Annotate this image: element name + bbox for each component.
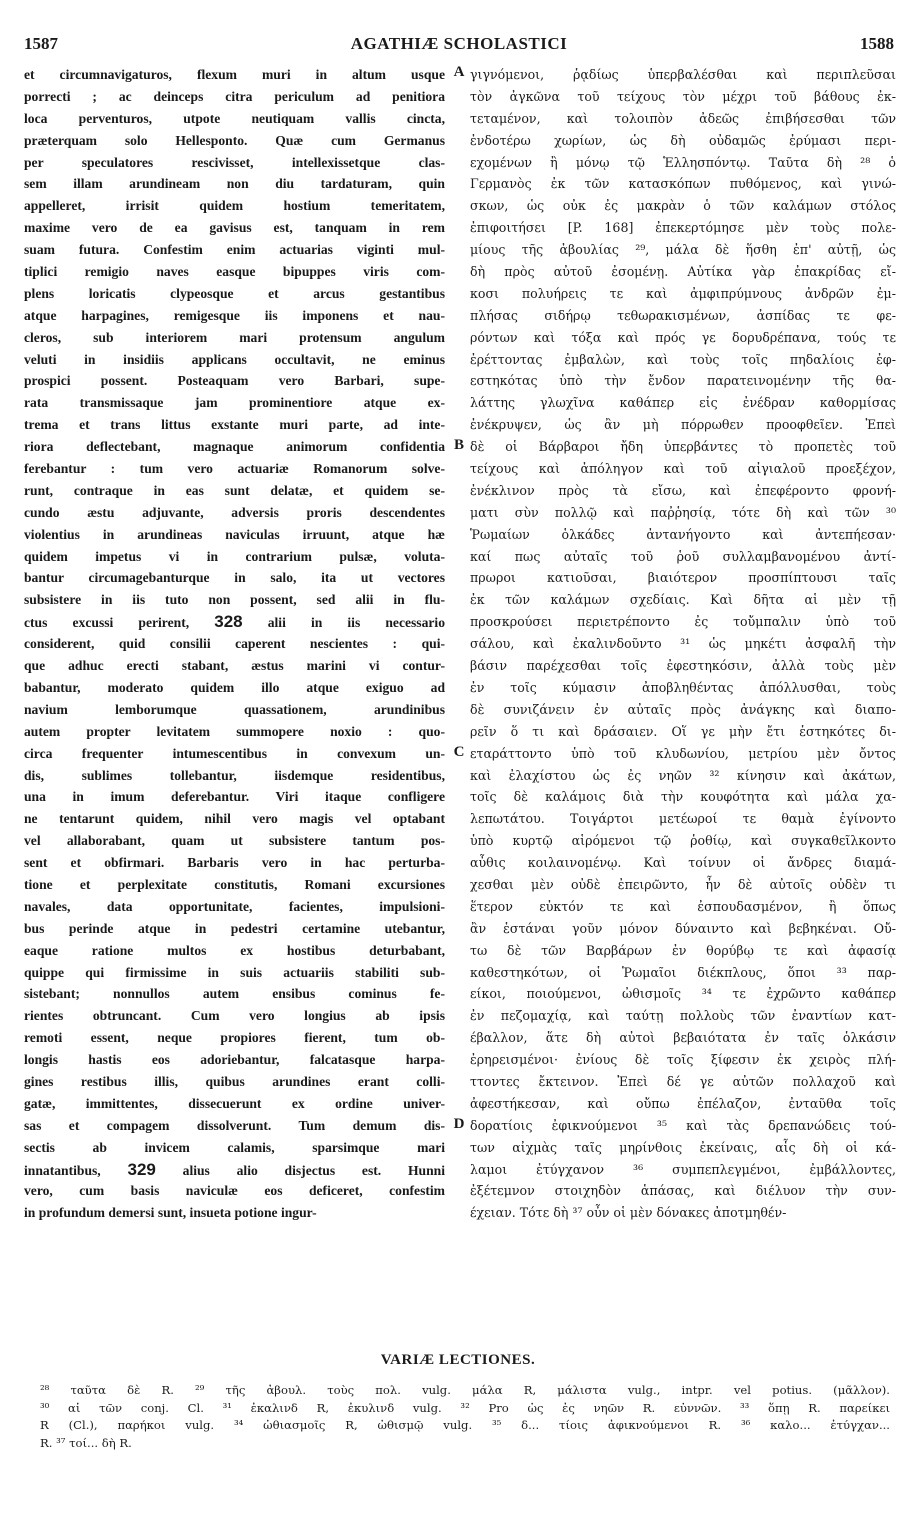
latin-line: cundo æstu adjuvante, adversis proris descendentes <box>24 504 445 520</box>
latin-line: trema et trans littus exstante muri parte, ad inte- <box>24 417 445 433</box>
latin-line: tiplici remigio naves easque bipuppes viris com- <box>24 264 445 280</box>
greek-line: γιγνόμενοι, ῥᾳδίως ὑπερβαλέσθαι καὶ περιπλεῦσαι <box>470 67 896 82</box>
latin-line-text: ctus excussi perirent, <box>24 615 190 631</box>
greek-line: Ῥωμαίων ὁλκάδες ἀντανήγοντο καὶ ἀντεπήεσαν· <box>470 526 896 542</box>
greek-line: τω δὲ τῶν Βαρβάρων ἐν θορύβῳ τε καὶ ἀφασίᾳ <box>470 942 896 958</box>
latin-line-text: alius alio disjectus est. Hunni <box>182 1162 445 1178</box>
greek-line: τοῖς δὲ καλάμοις διὰ τὴν κουφότητα καὶ μάλα χα- <box>470 789 896 805</box>
greek-line: λάττης γλωχῖνα καθάπερ εἰς ἐνέδραν καθορμίσας <box>470 395 896 411</box>
greek-line: των αἰχμὰς ταῖς μηρίνθοις ἐκείναις, αἷς δὴ οἱ κά- <box>470 1139 896 1155</box>
latin-line: rientes obtruncant. Cum vero longius ab ipsis <box>24 1008 445 1024</box>
greek-line: ἐρέττοντας ἐμβαλὼν, καὶ τοὺς τοῖς πηδαλίοις ἐφ- <box>470 351 896 367</box>
greek-line: ἐπιφοιτήσει [P. 168] ἐπεκερτόμησε μὲν τοὺς πολε- <box>470 220 896 236</box>
latin-line: prospici possent. Posteaquam vero Barbari, supe- <box>24 373 445 389</box>
latin-line: considerent, quid consilii caperent nescientes : qui- <box>24 636 445 652</box>
greek-line: δορατίοις ἐφικνούμενοι ³⁵ καὶ τὰς δρεπανώδεις τού- <box>470 1117 896 1133</box>
latin-line: subsistere in iis tuto non possent, sed alii in flu- <box>24 592 445 608</box>
greek-line: βάσιν παρέχεσθαι τοῖς ἐφεστηκόσιν, ἀλλὰ τοὺς μὲν <box>470 658 896 674</box>
latin-line: loca perventuros, utpote neutiquam vallis cincta, <box>24 110 445 126</box>
latin-line: sectis ab invicem calamis, sparsimque mari <box>24 1139 445 1155</box>
greek-line: λαμοι ἐτύγχανον ³⁶ συμπεπλεγμένοι, ἐμβάλλοντες, <box>470 1161 896 1177</box>
greek-line: πρωροι κατιοῦσαι, βιαιότερον προσπίπτουσι ταῖς <box>470 570 896 586</box>
greek-line: σάλου, καὶ ἐκαλινδοῦντο ³¹ ὡς μηκέτι ἀσφαλῆ τὴν <box>470 636 896 652</box>
running-title: AGATHIÆ SCHOLASTICI <box>350 34 568 53</box>
right-page-number: 1588 <box>860 34 894 53</box>
greek-line: ἐνέκρυψεν, ὡς ἂν μὴ πόρρωθεν προοφθεῖεν. Ἐπεὶ <box>470 417 896 433</box>
latin-line: una in imum deferebantur. Viri itaque confligere <box>24 789 445 805</box>
latin-line: remoti essent, neque propiores fierent, tum ob- <box>24 1030 445 1046</box>
greek-line: τὸν ἀγκῶνα τοῦ τείχους τὸν μέχρι τοῦ βάθους ἐκ- <box>470 88 896 104</box>
latin-line: sent et obfirmari. Barbaris vero in hac perturba- <box>24 855 445 871</box>
greek-line: ρεῖν ὅ τι καὶ δράσαιεν. Οἵ γε μὴν ἔτι ἑστηκότες δι- <box>470 723 896 739</box>
latin-line: vel allaborabant, quam ut subsistere tantum pos- <box>24 833 445 849</box>
latin-line: gatæ, immittentes, dissecuerunt ex ordine univer- <box>24 1095 445 1111</box>
greek-line: χεσθαι μὲν οὐδὲ ἐπειρῶντο, ἦν δὲ αὐτοῖς οὐδὲν τι <box>470 876 896 892</box>
latin-line: porrecti ; ac deinceps citra periculum ad penitiora <box>24 88 445 104</box>
greek-line: δὴ πρὸς αὐτοῦ ἐσομένῃ. Αὐτίκα γὰρ ἐπακρίδας εἴ- <box>470 264 896 280</box>
latin-line: atque harpagines, remigesque iis imponens et nau- <box>24 307 445 323</box>
greek-line: εχομένων ἢ μόνῳ τῷ Ἑλλησπόντῳ. Ταῦτα δὴ ²⁸ ὁ <box>470 154 896 170</box>
latin-line: navium lemborumque quassationem, arundinibus <box>24 701 445 717</box>
latin-line: babantur, moderato quidem illo atque exiguo ad <box>24 679 445 695</box>
latin-line: riora deflectebant, magnaque animorum confidentia <box>24 439 445 455</box>
greek-line: λεπωτάτου. Τοιγάρτοι μετέωροί τε θαμὰ ἐγίνοντο <box>470 811 896 827</box>
latin-line: plens loricatis clypeosque et arcus gestantibus <box>24 285 445 301</box>
latin-line: vero, cum basis naviculæ eos deficeret, confestim <box>24 1183 445 1199</box>
greek-line: κοσι πολυήρεις τε καὶ ἀμφιπρύμνους ἀνδρῶν ἐμ- <box>470 285 896 301</box>
greek-line: σκων, ὡς οὐκ ἐς μακρὰν ὁ τῶν καλάμων στόλος <box>470 198 896 214</box>
variant-line: ²⁸ ταῦτα δὲ R. ²⁹ τῆς ἀβουλ. τοὺς πολ. vulg. μάλα R, μάλιστα vulg., intpr. vel potius. (μᾶλλον). <box>40 1383 890 1397</box>
latin-line: runt, contraque in eas sunt delatæ, et quidem se- <box>24 482 445 498</box>
greek-line: εταράττοντο ὑπὸ τοῦ κλυδωνίου, μετρίου μὲν ὄντος <box>470 745 896 761</box>
latin-line: per speculatores rescivisset, intellexissetque clas- <box>24 154 445 170</box>
latin-line: præterquam solo Hellesponto. Quæ cum Germanus <box>24 132 445 148</box>
latin-line: bus perinde atque in pedestri certamine utebantur, <box>24 920 445 936</box>
latin-line: veluti in insidiis applicans occultavit, ne eminus <box>24 351 445 367</box>
latin-line: navales, data opportunitate, facientes, impulsioni- <box>24 898 445 914</box>
greek-line: πλήσας σιδήρῳ τεθωρακισμένων, ἀσπίδας τε φε- <box>470 307 896 323</box>
latin-line: et circumnavigaturos, flexum muri in altum usque <box>24 67 445 82</box>
greek-line: ἐξέτεμνον στοιχηδὸν ἁπάσας, καὶ διέλυον τὴν συν- <box>470 1183 896 1199</box>
latin-line: in profundum demersi sunt, insueta potione ingur- <box>24 1205 317 1221</box>
greek-line: έχειαν. Τότε δὴ ³⁷ οὖν οἱ μὲν δόνακες ἀποτμηθέν- <box>470 1205 787 1221</box>
greek-line: ἐρηρεισμένοι· ἐνίους δὲ τοῖς ξίφεσιν ἐκ χειρὸς πλή- <box>470 1052 896 1068</box>
variant-line: ³⁰ αἱ τῶν conj. Cl. ³¹ ἐκαλινδ R, ἐκυλινδ vulg. ³² Pro ὡς ἐς νηῶν R. εὐννῶν. ³³ ὅπῃ R. παρείκει <box>40 1400 890 1415</box>
greek-line: ἐνέκλινον πρὸς τὰ εἴσω, καὶ ἐπεφέροντο φρονή- <box>470 482 896 498</box>
greek-line: καί πως αὐταῖς τοῦ ῥοῦ συλλαμβανομένου ἀντί- <box>470 548 896 564</box>
greek-line: ματι σὺν πολλῷ καὶ παῤῥησίᾳ, τότε δὴ καὶ τῶν ³⁰ <box>470 504 896 520</box>
latin-line: appelleret, irrisit quidem hostium temeritatem, <box>24 198 445 214</box>
latin-line: autem propter levitatem summopere noxio : quo- <box>24 723 445 739</box>
greek-line: μίους τῆς ἀβουλίας ²⁹, μάλα δὲ ἥσθη ἐπ' αὐτῇ, ὡς <box>470 242 896 258</box>
latin-line: circa frequenter intumescentibus in convexum un- <box>24 745 445 761</box>
greek-line: ἕτερον εὐκτόν τε καὶ ἐσπουδασμένον, ἢ ὅπως <box>470 898 896 914</box>
variant-line: R. ³⁷ τοί... δὴ R. <box>40 1435 132 1450</box>
latin-line: ne tentarunt quidem, nihil vero magis vel optabant <box>24 811 445 827</box>
greek-line: τεταμένον, καὶ τολοιπὸν ἀδεῶς ἐπιβήσεσθαι τῶν <box>470 110 896 126</box>
latin-line: quippe qui firmissime in suis actuariis stabiliti sub- <box>24 964 445 980</box>
latin-line: eaque ratione multos ex hostibus deturbabant, <box>24 942 445 958</box>
latin-line-text: innatantibus, <box>24 1162 101 1178</box>
variant-line: R (Cl.), παρήκοι vulg. ³⁴ ὠθιασμοῖς R, ὠθισμῷ vulg. ³⁵ δ... τίοις ἀφικνούμενοι R. ³⁶ καλο... ἐτύγχαν... <box>40 1418 890 1432</box>
latin-line: suam futura. Confestim enim actuarias viginti mul- <box>24 242 445 258</box>
greek-line: τείχους καὶ ἀπόληγον καὶ τοῦ αἰγιαλοῦ προεξέχον, <box>470 461 896 477</box>
latin-line <box>24 1159 445 1181</box>
greek-line: ἐν τοῖς κύμασιν ἀποβληθέντας ἀπόλλυσθαι, τοὺς <box>470 679 896 695</box>
running-head <box>24 34 894 58</box>
page-mark-328: 328 <box>214 612 243 632</box>
latin-line: que adhuc erecti stabant, æstus marini vi contur- <box>24 658 445 674</box>
greek-line: ρόντων καὶ τόξα καὶ πρός γε δορυδρέπανα, τούς τε <box>470 329 896 345</box>
latin-column <box>24 64 445 1224</box>
greek-line: ὑπὸ κυρτῷ αἱρόμενοι τῷ ῥοθίῳ, καὶ συγκαθεῖλκοντο <box>470 833 896 849</box>
greek-line: ἐκ τῶν καλάμων σχεδίαις. Καὶ δῆτα αἱ μὲν τῇ <box>470 592 896 608</box>
latin-line: maxime vero de ea gavisus est, tanquam in rem <box>24 220 445 236</box>
latin-line: ferebantur : tum vero actuariæ Romanorum solve- <box>24 461 445 477</box>
greek-line: δὲ οἱ Βάρβαροι ἤδη ὑπερβάντες τὸ προπετὲς τοῦ <box>470 439 896 455</box>
greek-line: Γερμανὸς ἐκ τῶν κατασκόπων πυθόμενος, καὶ γινώ- <box>470 176 896 192</box>
greek-line: εστηκότας ὑπὸ τὴν ἔνδον παρατεινομένην τῆς θα- <box>470 373 896 389</box>
margin-marker-a: A <box>453 64 465 80</box>
latin-line: sem illam arundineam non diu tardaturam, quin <box>24 176 445 192</box>
latin-line: tione et perplexitate constitutis, Romani excursiones <box>24 876 445 892</box>
latin-line: rata transmissaque jam prominentiore atque ex- <box>24 395 445 411</box>
latin-line: sistebant; nonnullos autem ensibus cominus fe- <box>24 986 445 1002</box>
latin-line: dis, sublimes tollebantur, iisdemque residentibus, <box>24 767 445 783</box>
latin-line: gines restibus illis, quibus arundines erant colli- <box>24 1073 445 1089</box>
greek-line: ἐν πεζομαχίᾳ, καὶ ταύτῃ πολλοὺς τῶν ἐναντίων κατ- <box>470 1008 896 1024</box>
latin-line: bantur circumagebanturque in salo, ita ut vectores <box>24 570 445 586</box>
greek-line: αὖθις κοιλαινομένῳ. Καὶ τοίνυν οἱ ἄνδρες διαμά- <box>470 855 896 871</box>
greek-line: ἀφεστήκεσαν, καὶ οὔπω ἐπέλαζον, ἐνταῦθα τοῖς <box>470 1095 896 1111</box>
margin-marker-c: C <box>453 744 465 760</box>
latin-line: violentius in arundineas naviculas irruunt, atque hæ <box>24 526 445 542</box>
latin-line: quidem impetus vi in contrarium pulsæ, voluta- <box>24 548 445 564</box>
greek-line: δὲ συνιζάνειν ἐν αὐταῖς πρὸς ἀνάγκης καὶ διαπο- <box>470 701 896 717</box>
greek-line: προσκρούσει περιετρέποντο ἐς τοὔμπαλιν ὑπὸ τοῦ <box>470 614 896 630</box>
greek-line: ἐνδοτέρω χωρίων, ὡς δὴ οὐδαμῶς ἐρύμασι περι- <box>470 132 896 148</box>
latin-line <box>24 611 445 633</box>
margin-marker-d: D <box>453 1116 465 1132</box>
greek-column <box>470 64 896 1224</box>
latin-line: cleros, sub interiorem mari protensum angulum <box>24 329 445 345</box>
greek-line: καὶ ἐλαχίστου ὡς ἐς νηῶν ³² κίνησιν καὶ ἀκάτων, <box>470 767 896 783</box>
latin-line-text: alii in iis necessario <box>267 615 445 631</box>
margin-marker-b: B <box>453 437 464 453</box>
page-mark-329: 329 <box>127 1159 156 1179</box>
variae-lectiones-title: VARIÆ LECTIONES. <box>380 1352 536 1368</box>
greek-line: έβαλλον, ἅτε δὴ αὐτοὶ βεβαιότατα ἐν ταῖς ὁλκάσιν <box>470 1030 896 1046</box>
left-page-number: 1587 <box>24 34 58 53</box>
latin-line: longis hastis eos adoriebantur, falcatasque harpa- <box>24 1052 445 1068</box>
greek-line: είκοι, ποιούμενοι, ὠθισμοῖς ³⁴ τε ἐχρῶντο καθάπερ <box>470 986 896 1002</box>
greek-line: ἂν ἑστάναι γοῦν μόνον δύναιντο καὶ βεβηκέναι. Οὔ- <box>470 920 896 936</box>
greek-line: καθεστηκότων, οἱ Ῥωμαῖοι διέκπλους, ὅποι ³³ παρ- <box>470 964 896 980</box>
greek-line: ττοντες ἔκτεινον. Ἐπεὶ δέ γε αὐτῶν πολλαχοῦ καὶ <box>470 1073 896 1089</box>
latin-line: sas et compagem dissolverunt. Tum demum dis- <box>24 1117 445 1133</box>
variae-lectiones <box>40 1382 890 1452</box>
